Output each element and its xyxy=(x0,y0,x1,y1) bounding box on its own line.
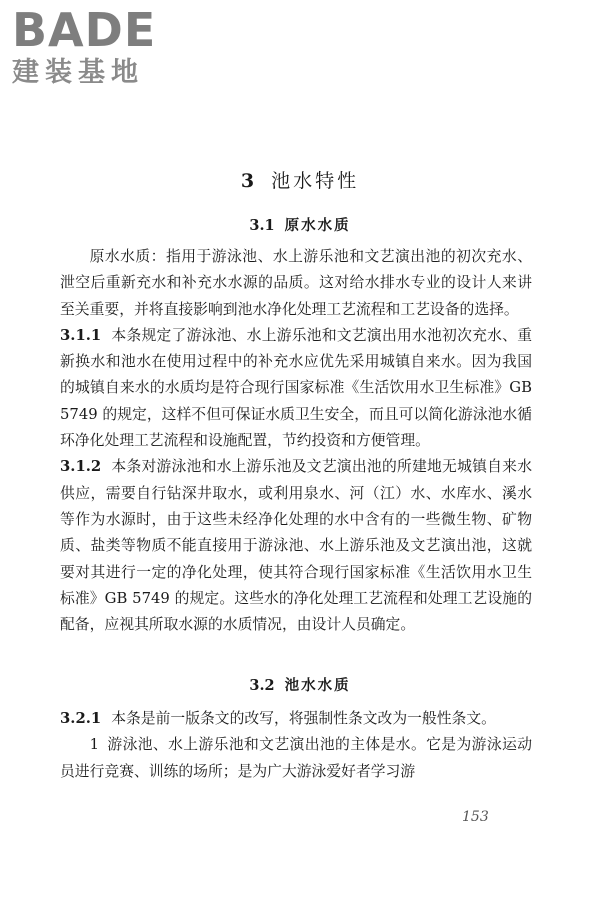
clause-text: 本条规定了游泳池、水上游乐池和文艺演出用水池初次充水、重新换水和池水在使用过程中的补充水应优先采用城镇自来水。因为我国的城镇自来水的水质均是符合现行国家标准《生活饮用水卫生标准》GB 5749 的规定，这样不但可保证水质卫生安全，而且可以简化游泳池水循环净化处理工艺流程和设施配置，节约投资和方便管理。 xyxy=(60,326,532,450)
item-1 xyxy=(60,732,532,785)
clause-3-1-2 xyxy=(60,454,532,638)
section-heading-3-1 xyxy=(0,216,600,236)
clause-number: 3.1.1 xyxy=(60,326,102,344)
section-heading-3-2 xyxy=(0,676,600,696)
chapter-number: 3 xyxy=(240,170,258,192)
chapter-title: 池水特性 xyxy=(271,170,360,192)
section-number: 3.1 xyxy=(249,217,275,234)
section-title: 池水水质 xyxy=(284,677,351,694)
clause-number: 3.2.1 xyxy=(60,710,102,727)
section-3-1-body xyxy=(60,244,532,638)
item-number: 1 xyxy=(89,736,100,754)
clause-3-1-1 xyxy=(60,323,532,454)
section-3-2-body xyxy=(60,706,532,785)
section-title: 原水水质 xyxy=(284,217,351,234)
clause-text: 本条是前一版条文的改写，将强制性条文改为一般性条文。 xyxy=(111,710,496,727)
item-text: 游泳池、水上游乐池和文艺演出池的主体是水。它是为游泳运动员进行竞赛、训练的场所；是为广大游泳爱好者学习游 xyxy=(60,736,532,780)
logo-subtitle: 建装基地 xyxy=(12,57,144,88)
intro-paragraph: 原水水质：指用于游泳池、水上游乐池和文艺演出池的初次充水、泄空后重新充水和补充水水源的品质。这对给水排水专业的设计人来讲至关重要，并将直接影响到池水净化处理工艺流程和工艺设备的选择。 xyxy=(60,248,532,318)
logo-wordmark: BADE xyxy=(12,3,157,57)
clause-text: 本条对游泳池和水上游乐池及文艺演出池的所建地无城镇自来水供应，需要自行钻深井取水，或利用泉水、河（江）水、水库水、溪水等作为水源时，由于这些未经净化处理的水中含有的一些微生物、矿物质、盐类等物质不能直接用于游泳池、水上游乐池及文艺演出池，这就要对其进行一定的净化处理，使其符合现行国家标准《生活饮用水卫生标准》GB 5749 的规定。这些水的净化处理工艺流程和处理工艺设施的配备，应视其所取水源的水质情况，由设计人员确定。 xyxy=(60,458,532,634)
chapter-heading xyxy=(0,168,600,194)
section-number: 3.2 xyxy=(249,677,275,694)
clause-3-2-1 xyxy=(60,706,532,732)
page-number: 153 xyxy=(462,809,489,825)
clause-number: 3.1.2 xyxy=(60,458,102,476)
brand-logo xyxy=(12,3,192,90)
